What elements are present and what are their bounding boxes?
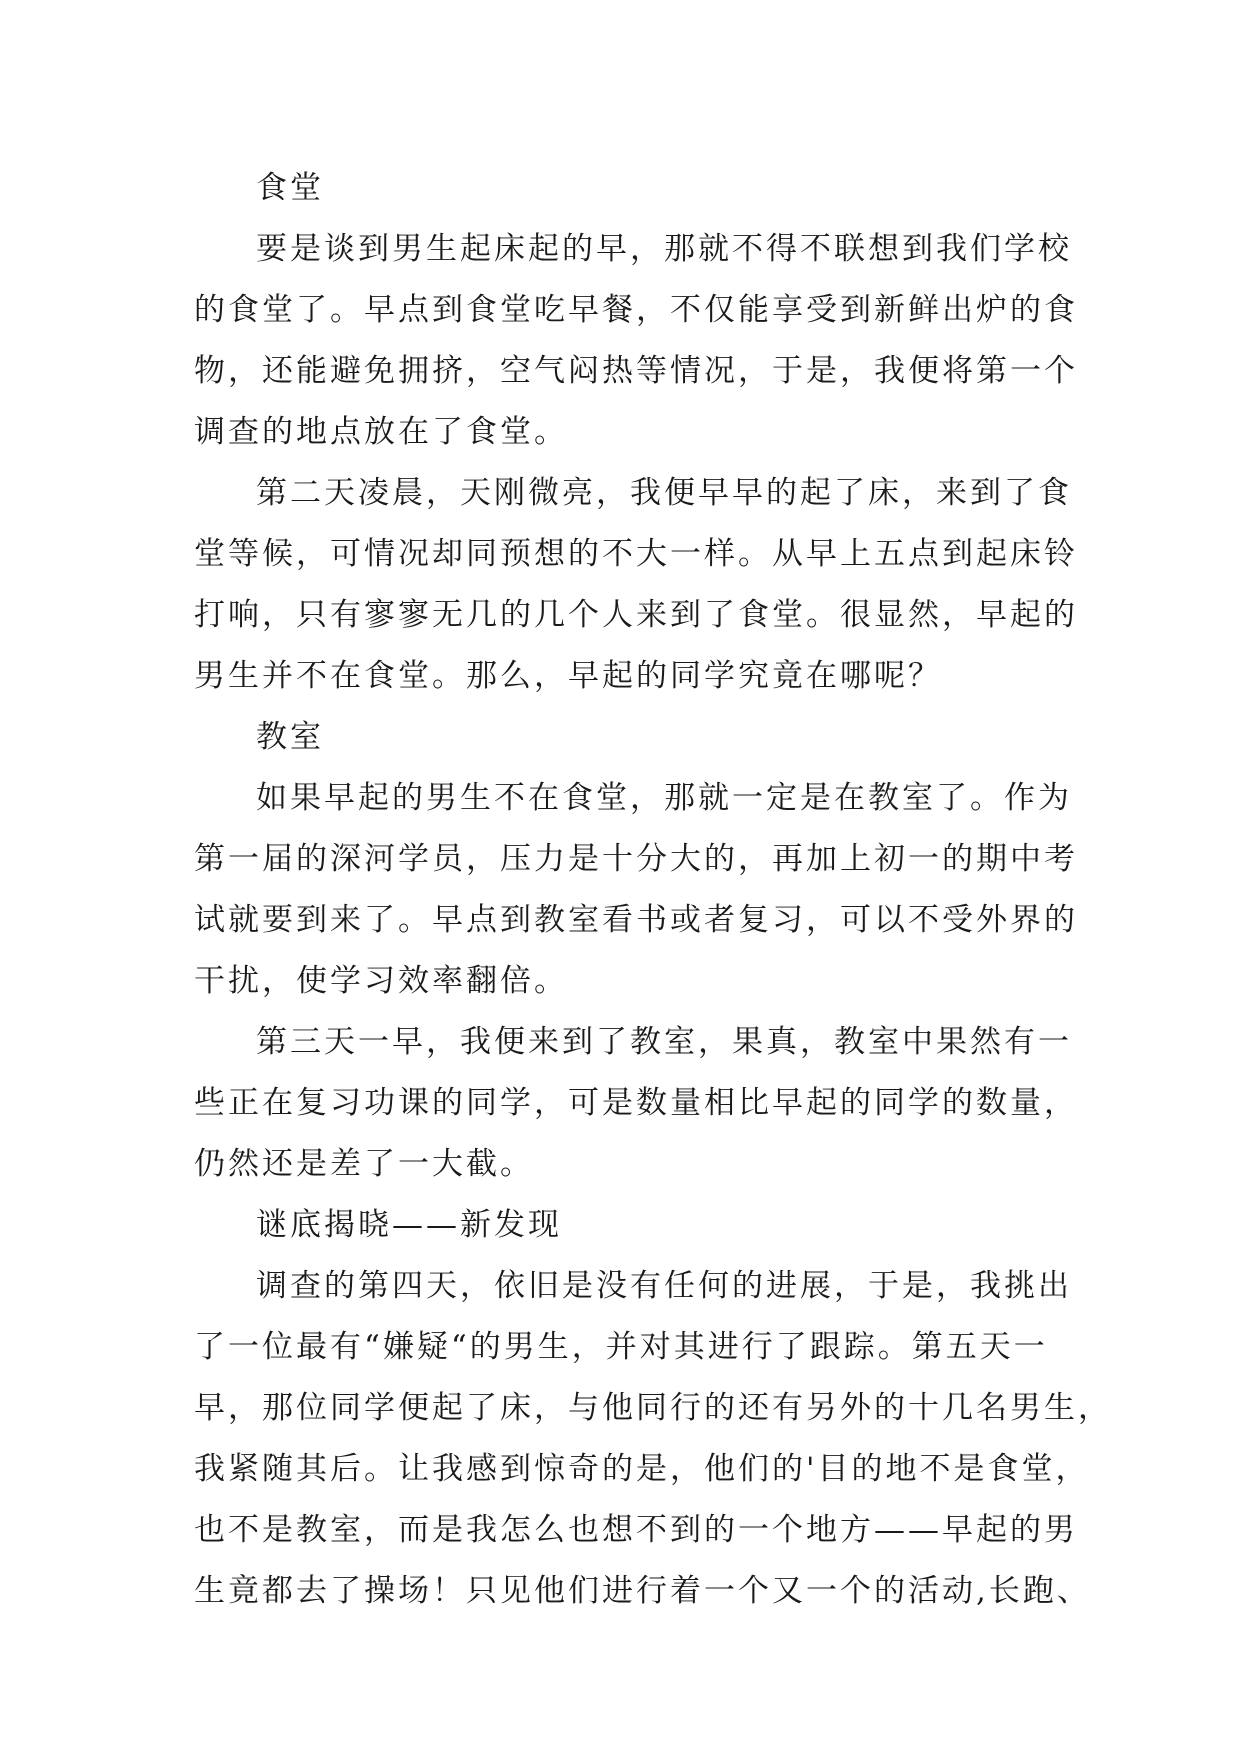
paragraph-line: 调查的第四天，依旧是没有任何的进展，于是，我挑出: [256, 1268, 1072, 1304]
paragraph-line: 打响，只有寥寥无几的几个人来到了食堂。很显然，早起的: [194, 597, 1078, 633]
paragraph-line: 生竟都去了操场！只见他们进行着一个又一个的活动,长跑、: [194, 1573, 1091, 1609]
paragraph-line: 调查的地点放在了食堂。: [194, 414, 568, 450]
document-body: [194, 158, 1112, 1622]
paragraph-line: 的食堂了。早点到食堂吃早餐，不仅能享受到新鲜出炉的食: [194, 292, 1078, 328]
paragraph-line: 如果早起的男生不在食堂，那就一定是在教室了。作为: [256, 780, 1072, 816]
paragraph-line: 物，还能避免拥挤，空气闷热等情况，于是，我便将第一个: [194, 353, 1078, 389]
paragraph-line: 些正在复习功课的同学，可是数量相比早起的同学的数量，: [194, 1085, 1078, 1121]
paragraph-line: 早，那位同学便起了床，与他同行的还有另外的十几名男生，: [194, 1390, 1112, 1426]
paragraph-line: 第二天凌晨，天刚微亮，我便早早的起了床，来到了食: [256, 475, 1072, 511]
section-heading-discovery: 谜底揭晓——新发现: [256, 1207, 562, 1243]
paragraph-line: 了一位最有“嫌疑“的男生，并对其进行了跟踪。第五天一: [194, 1329, 1048, 1365]
paragraph-line: 干扰，使学习效率翻倍。: [194, 963, 568, 999]
paragraph-line: 堂等候，可情况却同预想的不大一样。从早上五点到起床铃: [194, 536, 1078, 572]
paragraph-line: 第三天一早，我便来到了教室，果真，教室中果然有一: [256, 1024, 1072, 1060]
paragraph-line: 男生并不在食堂。那么，早起的同学究竟在哪呢？: [194, 658, 942, 694]
paragraph-line: 试就要到来了。早点到教室看书或者复习，可以不受外界的: [194, 902, 1078, 938]
paragraph-line: 我紧随其后。让我感到惊奇的是，他们的'目的地不是食堂，: [194, 1451, 1090, 1487]
section-heading-classroom: 教室: [256, 719, 324, 755]
section-heading-canteen: 食堂: [256, 170, 324, 206]
paragraph-line: 仍然还是差了一大截。: [194, 1146, 534, 1182]
paragraph-line: 第一届的深河学员，压力是十分大的，再加上初一的期中考: [194, 841, 1078, 877]
paragraph-line: 也不是教室，而是我怎么也想不到的一个地方——早起的男: [194, 1512, 1078, 1548]
paragraph-line: 要是谈到男生起床起的早，那就不得不联想到我们学校: [256, 231, 1072, 267]
